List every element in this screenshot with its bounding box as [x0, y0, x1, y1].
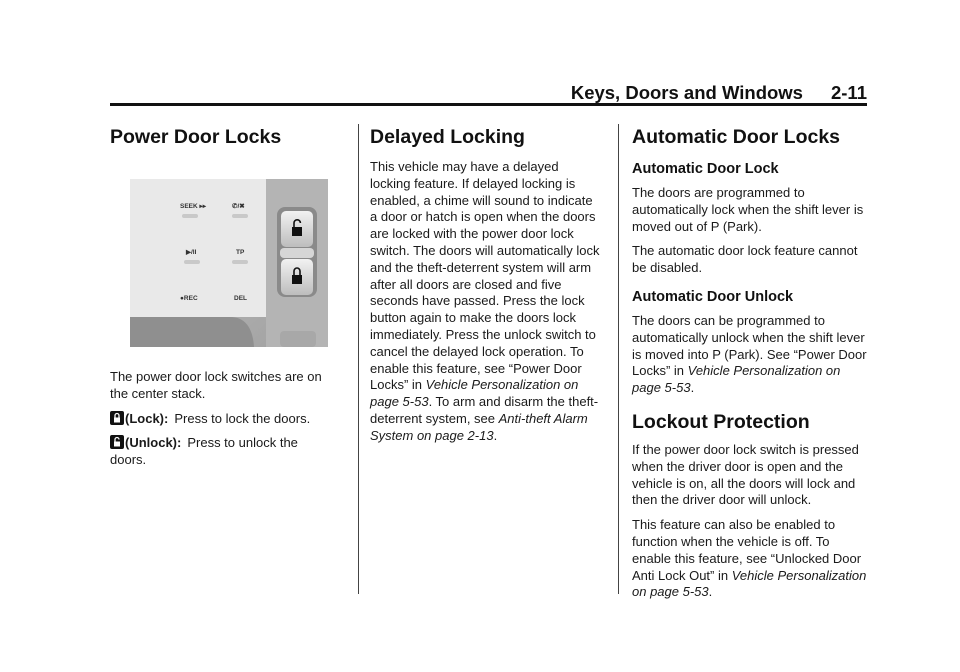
del-label: DEL	[234, 295, 247, 302]
intro-text: The power door lock switches are on the center stack.	[110, 369, 322, 401]
rec-label: ●REC	[180, 295, 198, 302]
body-text: The doors can be programmed to automatically unlock when the shift lever is moved into P (Park). See “Power Door Locks” in	[632, 312, 867, 379]
subheading-automatic-door-unlock: Automatic Door Unlock	[632, 288, 794, 305]
section-title: Keys, Doors and Windows	[570, 82, 803, 103]
body-text: This vehicle may have a delayed locking feature. If delayed locking is enabled, a chime will sound to indicate a door or hatch is open when the doors are locked with the power door lock switch. The doors will automatically lock and the theft-deterrent system will arm after all doors are closed and five seconds have passed. Press the lock button again to make the doors lock immediately. Press the unlock switch to cancel the delayed lock operation. To enable this feature, see “Power Door Locks” in	[370, 159, 600, 393]
reference-link: Vehicle Personalization on page 5-53	[632, 363, 841, 396]
center-stack-illustration	[130, 179, 328, 347]
heading-automatic-door-locks: Automatic Door Locks	[632, 126, 841, 148]
heading-power-door-locks: Power Door Locks	[110, 126, 282, 148]
play-label: ▶/II	[186, 249, 197, 256]
lock-icon	[110, 411, 124, 425]
body-text: .	[690, 380, 695, 396]
auto-lock-text: The doors are programmed to automatically lock when the shift lever is moved out of P (Park).	[632, 185, 864, 234]
body-text: . To arm and disarm the theft-deterrent system, see	[370, 394, 599, 426]
auto-lock-note: The automatic door lock feature cannot be disabled.	[632, 243, 858, 276]
lock-description	[110, 411, 342, 428]
unlock-label: (Unlock):	[125, 435, 182, 451]
column-automatic-door-locks	[632, 126, 868, 609]
header-rule	[110, 103, 867, 106]
page-number: 2-11	[830, 82, 867, 103]
delayed-locking-body	[370, 159, 602, 445]
page-header	[110, 80, 867, 104]
column-delayed-locking	[370, 126, 602, 453]
lock-label: (Lock):	[125, 410, 169, 426]
subheading-automatic-door-lock: Automatic Door Lock	[632, 161, 779, 177]
lockout-text: If the power door lock switch is pressed when the driver door is open and the vehicle is on, all the doors will lock and then the driver door will unlock.	[632, 441, 859, 508]
lockout-enable-text	[632, 517, 868, 601]
body-text: This feature can also be enabled to function when the vehicle is off. To enable this feature, see “Unlocked Door Anti Lock Out” in	[632, 517, 862, 583]
seek-label: SEEK ▸▸	[180, 203, 207, 210]
auto-unlock-text	[632, 313, 868, 397]
unlock-icon	[110, 435, 124, 449]
door-lock-switch-figure	[130, 179, 328, 347]
heading-delayed-locking: Delayed Locking	[370, 126, 525, 148]
lock-text: Press to lock the doors.	[174, 410, 311, 426]
body-text: .	[493, 427, 498, 443]
body-text: .	[708, 584, 713, 600]
unlock-text: Press to unlock the	[187, 435, 298, 451]
column-divider	[618, 124, 619, 594]
reference-link: Vehicle Personalization on page 5-53	[370, 377, 579, 410]
column-divider	[358, 124, 359, 594]
reference-link: Vehicle Personalization on page 5-53	[632, 567, 867, 600]
unlock-description	[110, 435, 342, 469]
tp-label: TP	[236, 249, 245, 256]
column-power-door-locks	[110, 126, 342, 477]
phone-label: ✆/✖	[232, 203, 245, 210]
heading-lockout-protection: Lockout Protection	[632, 410, 810, 433]
unlock-text-cont: doors.	[110, 452, 147, 468]
reference-link: Anti-theft Alarm System on page 2-13	[370, 410, 588, 443]
